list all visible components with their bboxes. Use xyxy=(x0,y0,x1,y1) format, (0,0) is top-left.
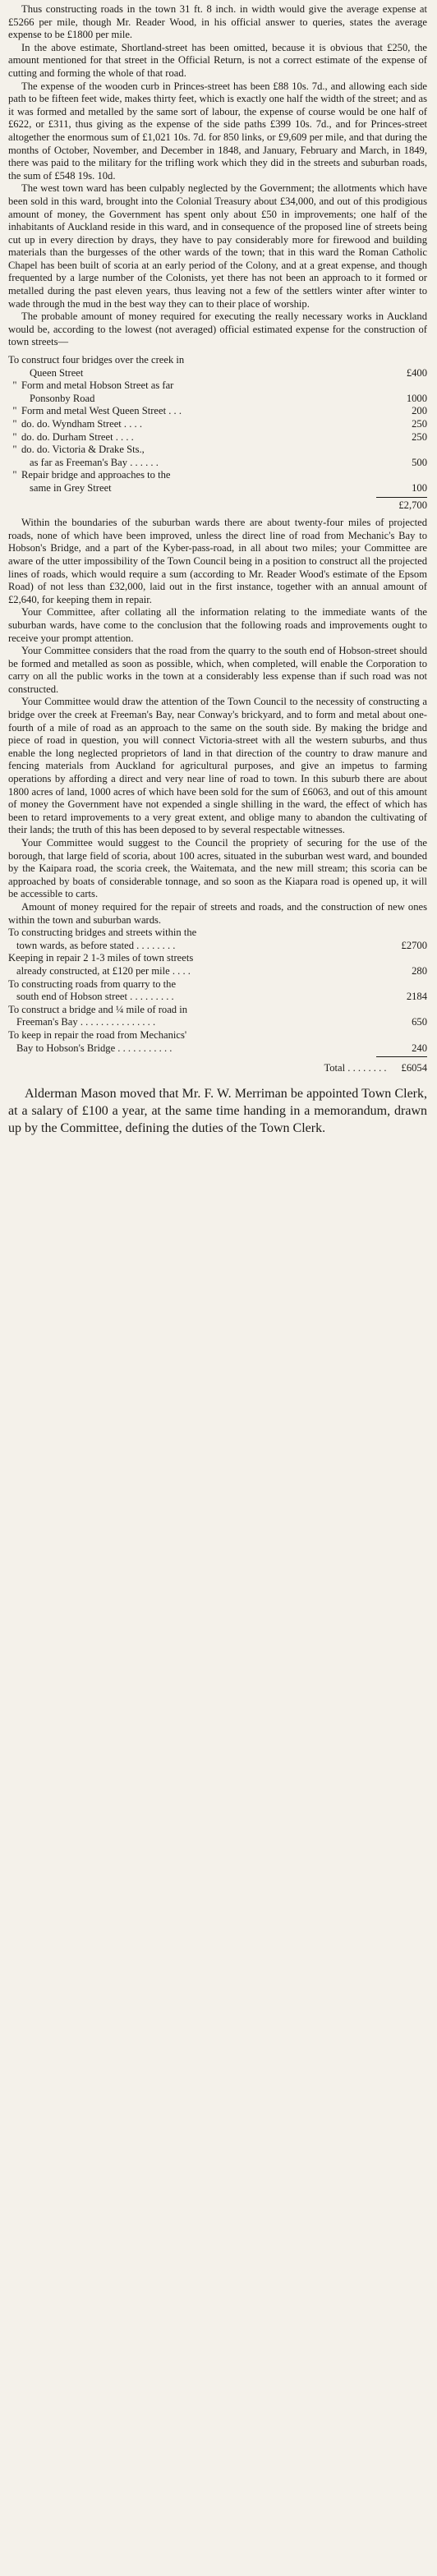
row-amount: £400 xyxy=(406,366,427,379)
paragraph: Your Committee considers that the road from the quarry to the south end of Hobson-street should be formed and metalled as soon as possible, which, when completed, will enable the Corporation to carry on all the public works in the town at a considerably less expense than if such road was not constructed. xyxy=(8,645,427,695)
row-description: To construct a bridge and ¼ mile of road in Freeman's Bay . . . . . . . . . . . . . . . xyxy=(8,1003,188,1028)
row-description: Queen Street xyxy=(30,366,84,379)
repairs-table xyxy=(8,927,427,1055)
row-amount: 240 xyxy=(412,1042,427,1054)
bridges-intro: To construct four bridges over the creek in xyxy=(8,354,185,366)
table-row xyxy=(8,431,427,444)
row-amount: 250 xyxy=(412,418,427,430)
ditto-mark: " xyxy=(12,418,17,430)
paragraph: Your Committee, after collating all the information relating to the immediate wants of the suburban wards, have come to the conclusion that the following roads and improvements ought to receive your prompt attention. xyxy=(8,606,427,644)
ditto-mark xyxy=(8,367,21,380)
row-description: To constructing bridges and streets within the town wards, as before stated . . . . . . . . xyxy=(8,927,197,951)
row-amount: 280 xyxy=(412,964,427,977)
row-amount: 500 xyxy=(412,456,427,468)
paragraph: Alderman Mason moved that Mr. F. W. Merriman be appointed Town Clerk, at a salary of £100 a year, at the same time handing in a memorandum, drawn up by the Committee, defining the duties of the Town Clerk. xyxy=(8,1086,427,1135)
paragraph: Thus constructing roads in the town 31 ft. 8 inch. in width would give the average expense at £5266 per mile, though Mr. Reader Wood, in his official answer to queries, states the average expense to be £1800 per mile. xyxy=(8,3,427,41)
report-paragraphs-b xyxy=(8,517,427,927)
table-row xyxy=(8,418,427,431)
paragraph: Within the boundaries of the suburban wards there are about twenty-four miles of projected roads, none of which have been improved, unless the direct line of road from Mechanic's Bay to Hobson's Bridge, and a part of the Kyber-pass-road, in all about two miles; your Committee are aware of the utter impossibility of the Town Council being in a position to construct all the projected lines of roads, which would require a sum (according to Mr. Reader Wood's estimate of the Epsom Road) of not less than £32,000, laid out in the first instance, together with an annual amount of £2,640, for keeping them in repair. xyxy=(8,517,427,605)
table-row xyxy=(8,405,427,418)
sum-rule xyxy=(8,497,427,498)
row-description: do. do. Durham Street . . . . xyxy=(21,430,134,443)
table-row xyxy=(8,444,427,469)
paragraph: Your Committee would suggest to the Council the propriety of securing for the use of the borough, that large field of scoria, about 100 acres, situated in the suburban west ward, and bounded by the Kaipara road, the scoria creek, the Waitemata, and the new mill stream; this scoria can be approached by boats of considerable tonnage, and so soon as the Kiapara road is opened up, it will be accessible to carts. xyxy=(8,837,427,900)
row-description: Form and metal West Queen Street . . . xyxy=(21,405,182,417)
table-row xyxy=(8,1004,427,1029)
row-amount: 1000 xyxy=(406,392,427,404)
row-description: To keep in repair the road from Mechanics' Bay to Hobson's Bridge . . . . . . . . . . . xyxy=(8,1028,187,1054)
table-row xyxy=(8,367,427,380)
paragraph: The probable amount of money required for executing the really necessary works in Auckland would be, according to the lowest (not averaged) official estimated expense for the construction of town streets— xyxy=(8,310,427,348)
row-amount: 250 xyxy=(412,430,427,443)
paragraph: The expense of the wooden curb in Princes-street has been £88 10s. 7d., and allowing each side path to be fifteen feet wide, makes thirty feet, which is exactly one half the width of the street; and as it was formed and metalled by the same sort of labour, the expense of course would be one half of £622, or £311, thus giving as the expense of the side paths £399 10s. 7d., and for Princes-street altogether the enormous sum of £1,021 10s. 7d. for 850 links, or £9,609 per mile, and that during the months of October, November, and December in 1848, and January, February and March, in 1849, there was paid to the military for the trifling work which they did in the streets and suburban roads, the sum of £548 19s. 10d. xyxy=(8,80,427,182)
bridges-table xyxy=(8,367,427,495)
paragraph: Your Committee would draw the attention of the Town Council to the necessity of constructing a bridge over the creek at Freeman's Bay, near Conway's brickyard, and to form and metal about one-fourth of a mile of road as an approach to the same on the south side. By making the bridge and piece of road in question, you will connect Victoria-street with all the western suburbs, and thus enable the long neglected proprietors of land in that direction of the country to draw manure and fencing materials from Auckland for agricultural purposes, and give an impetus to farming operations by affording a direct and very near line of road to town. In this suburb there are about 1800 acres of land, 1000 acres of which have been sold for the sum of £6063, and out of this amount of money the Government have not expended a single shilling in the ward, the effect of which has been to retard improvements to a very great extent, and oblige many to abandon the cultivating of their lands; the truth of this has been deposed to by several respectable witnesses. xyxy=(8,696,427,836)
row-description: Repair bridge and approaches to the same in Grey Street xyxy=(21,469,171,494)
table-row xyxy=(8,978,427,1004)
bridges-total: £2,700 xyxy=(398,499,427,511)
ditto-mark: " xyxy=(12,444,17,456)
paragraph: The west town ward has been culpably neglected by the Government; the allotments which have been sold in this ward, brought into the Colonial Treasury about £34,000, and out of this prodigious amount of money, the Government has spent only about £50 in improvements; one half of the inhabitants of Auckland reside in this ward, and in consequence of the proposed line of streets being cut up in every direction by drays, they have to pay considerably more for firewood and building materials than the burgesses of the other wards of the town; that in this ward the Roman Catholic Chapel has been built of scoria at an early period of the Colony, and at a great expense, and though frequented by a large number of the Colonists, yet there has not been an approach to it formed or metalled during the past eleven years, thus leaving not a few of the settlers winter after winter to wade through the mud in the best way they can to their place of worship. xyxy=(8,182,427,310)
row-amount: £2700 xyxy=(401,939,427,951)
sum-rule xyxy=(8,1056,427,1057)
ditto-mark: " xyxy=(12,405,17,417)
report-text xyxy=(8,3,427,1075)
ditto-mark: " xyxy=(12,430,17,443)
paragraph: Amount of money required for the repair of streets and roads, and the construction of new ones within the town and suburban wards. xyxy=(8,900,427,926)
paragraph: In the above estimate, Shortland-street has been omitted, because it is obvious that £250, the amount mentioned for that street in the Official Return, is not a correct estimate of the expense of cutting and forming the whole of that road. xyxy=(8,41,427,79)
row-description: To constructing roads from quarry to the south end of Hobson street . . . . . . . . . xyxy=(8,978,177,1003)
report-paragraphs-a xyxy=(8,3,427,349)
row-description: do. do. Wyndham Street . . . . xyxy=(21,418,142,430)
closing-motion xyxy=(8,1085,427,1137)
row-amount: 100 xyxy=(412,481,427,494)
table-row xyxy=(8,927,427,952)
row-amount: 650 xyxy=(412,1016,427,1028)
row-amount: 200 xyxy=(412,405,427,417)
total-label: Total . . . . . . . . xyxy=(324,1062,387,1074)
grand-total xyxy=(8,1062,427,1075)
row-description: Keeping in repair 2 1-3 miles of town streets already constructed, at £120 per mile . . . . xyxy=(8,952,194,977)
table-row xyxy=(8,380,427,405)
row-description: Form and metal Hobson Street as far Ponsonby Road xyxy=(21,380,174,404)
total-amount: £6054 xyxy=(401,1062,427,1074)
row-description: do. do. Victoria & Drake Sts., as far as Freeman's Bay . . . . . . xyxy=(21,444,159,468)
ditto-mark: " xyxy=(12,380,17,392)
row-amount: 2184 xyxy=(406,991,427,1003)
table-row xyxy=(8,1029,427,1055)
table-row xyxy=(8,469,427,494)
ditto-mark: " xyxy=(12,469,17,481)
table-row xyxy=(8,952,427,978)
